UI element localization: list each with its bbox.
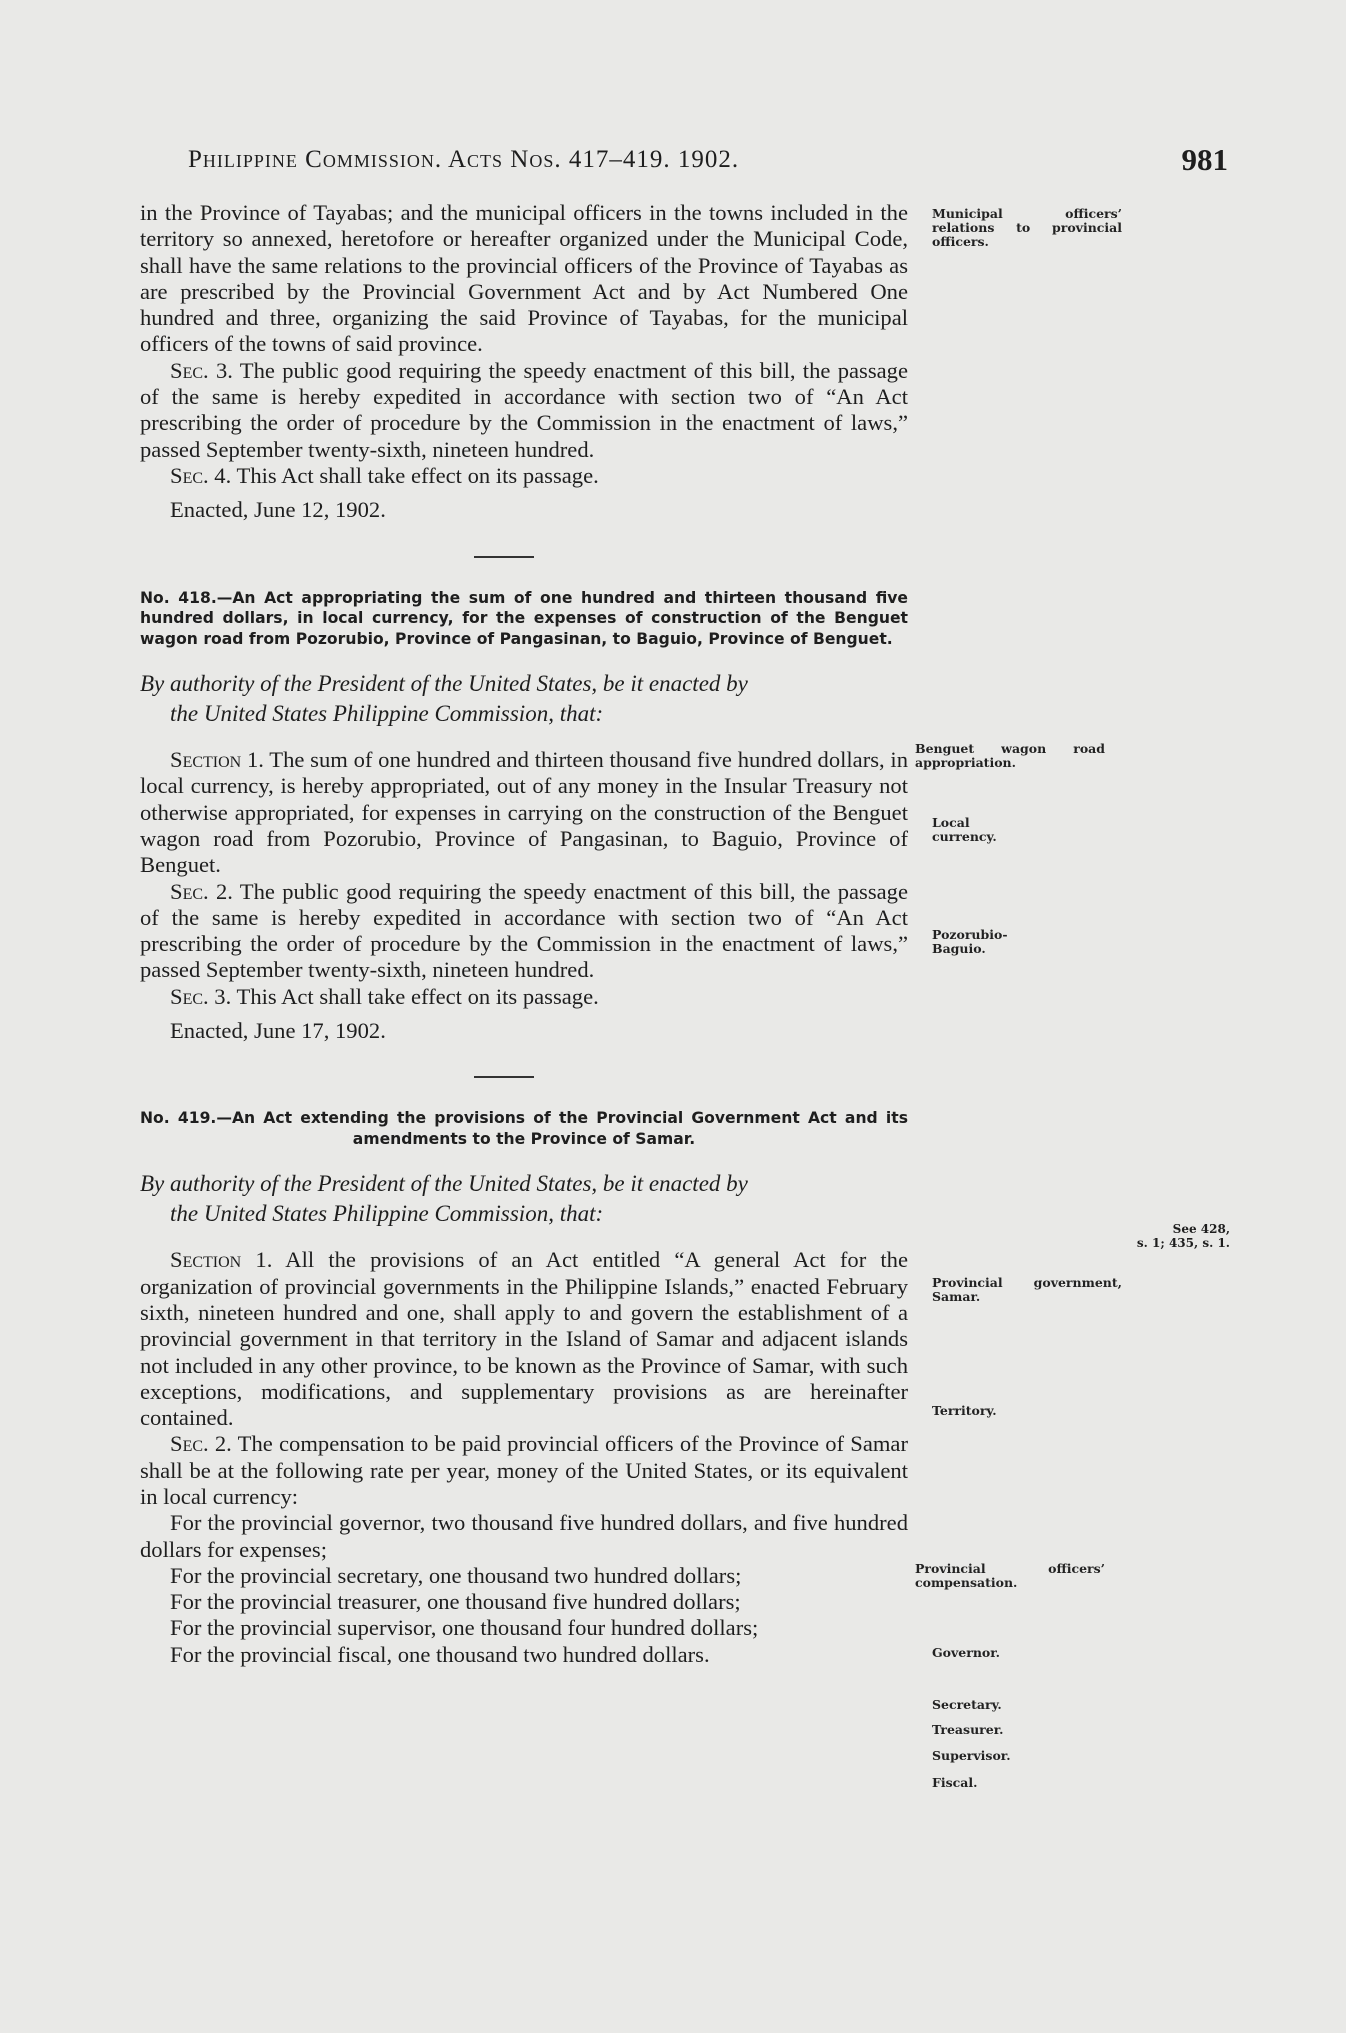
section-label: Sec. 2. — [170, 1431, 232, 1457]
cross-reference-line-1: See 428, — [1172, 1222, 1230, 1236]
margin-note-fiscal: Fiscal. — [932, 1775, 978, 1790]
margin-note-territory: Territory. — [932, 1403, 997, 1418]
act417-sec4 — [140, 463, 908, 489]
section-label: Sec. 3. — [170, 983, 232, 1009]
page-header — [188, 142, 1228, 182]
section-label: Sec. 4. — [170, 462, 232, 488]
margin-note-treasurer: Treasurer. — [932, 1722, 1004, 1737]
act417-enacted: Enacted, June 12, 1902. — [170, 497, 386, 523]
act419-sec1 — [140, 1247, 908, 1431]
act418-enacted: Enacted, June 17, 1902. — [170, 1018, 386, 1044]
margin-note-currency: Local currency. — [932, 815, 997, 844]
cross-reference-note — [1100, 1222, 1230, 1250]
act419-enacting-clause — [140, 1169, 908, 1229]
enacting-line-1: By authority of the President of the United States, be it enacted by — [140, 1171, 748, 1197]
enacting-line-1: By authority of the President of the United States, be it enacted by — [140, 671, 748, 697]
rate-item-governor: For the provincial governor, two thousand five hundred dollars, and five hundred dollars for expenses; — [140, 1510, 908, 1562]
section-divider — [474, 556, 534, 558]
margin-note-pozorubio: Pozorubio-Baguio. — [932, 927, 1008, 956]
margin-note-benguet: Benguet wagon road appropriation. — [915, 741, 1105, 770]
section-text: This Act shall take effect on its passage. — [236, 983, 599, 1009]
rate-item-treasurer: For the provincial treasurer, one thousand five hundred dollars; — [170, 1589, 741, 1615]
section-text: The sum of one hundred and thirteen thousand five hundred dollars, in local currency, is hereby appropriated, out of any money in the Insular Treasury not otherwise appropriated, for expenses in carrying on the construction of the Benguet wagon road from Pozorubio, Province of Pangasinan, to Baguio, Province of Benguet. — [140, 747, 908, 878]
margin-note-compensation: Provincial officers’ compensation. — [915, 1561, 1105, 1590]
section-label: Section 1. — [170, 747, 264, 773]
act418-title: No. 418.—An Act appropriating the sum of one hundred and thirteen thousand five hundred dollars, in local currency, for the expenses of construction of the Benguet wagon road from Pozorubio, Province of Pangasinan, to Baguio, Province of Benguet. — [140, 588, 908, 648]
rate-item-fiscal: For the provincial fiscal, one thousand two hundred dollars. — [170, 1641, 710, 1667]
rate-item-supervisor: For the provincial supervisor, one thousand four hundred dollars; — [170, 1615, 759, 1641]
enacting-line-2: the United States Philippine Commission, that: — [170, 701, 604, 727]
margin-note-governor: Governor. — [932, 1645, 1001, 1660]
margin-note-secretary: Secretary. — [932, 1697, 1002, 1712]
section-label: Sec. 2. — [170, 878, 233, 904]
section-label: Sec. 3. — [170, 357, 233, 383]
section-text: The public good requiring the speedy enactment of this bill, the passage of the same is hereby expedited in accordance with section two of “An Act prescribing the order of procedure by the Commission in the enactment of laws,” passed September twenty-sixth, nineteen hundred. — [140, 878, 908, 983]
cross-reference-line-2: s. 1; 435, s. 1. — [1136, 1236, 1230, 1250]
margin-note-municipal: Municipal officers’ relations to provincial officers. — [932, 206, 1122, 249]
act419-title: No. 419.—An Act extending the provisions of the Provincial Government Act and its amendments to the Province of Samar. — [140, 1109, 908, 1148]
rate-item-secretary: For the provincial secretary, one thousand two hundred dollars; — [170, 1562, 742, 1588]
page-body — [140, 200, 908, 1668]
act418-sec2 — [140, 879, 908, 984]
page-number: 981 — [1181, 142, 1228, 177]
section-divider — [474, 1076, 534, 1078]
margin-note-provincial-government: Provincial government, Samar. — [932, 1275, 1122, 1304]
running-title: Philippine Commission. Acts Nos. 417–419. 1902. — [188, 146, 740, 173]
act419-sec2 — [140, 1431, 908, 1510]
section-text: The compensation to be paid provincial officers of the Province of Samar shall be at the following rate per year, money of the United States, or its equivalent in local currency: — [140, 1431, 908, 1509]
section-label: Section 1. — [170, 1247, 273, 1273]
act417-sec3 — [140, 358, 908, 463]
act418-enacting-clause — [140, 669, 908, 729]
margin-note-supervisor: Supervisor. — [932, 1748, 1011, 1763]
enacting-line-2: the United States Philippine Commission, that: — [170, 1201, 604, 1227]
section-text: The public good requiring the speedy enactment of this bill, the passage of the same is hereby expedited in accordance with section two of “An Act prescribing the order of procedure by the Commission in the enactment of laws,” passed September twenty-sixth, nineteen hundred. — [140, 357, 908, 462]
act418-sec3 — [140, 984, 908, 1010]
section-text: This Act shall take effect on its passage. — [236, 462, 599, 488]
act417-paragraph: in the Province of Tayabas; and the municipal officers in the towns included in the territory so annexed, heretofore or hereafter organized under the Municipal Code, shall have the same relations to the provincial officers of the Province of Tayabas as are prescribed by the Provincial Government Act and by Act Numbered One hundred and three, organizing the said Province of Tayabas, for the municipal officers of the towns of said province. — [140, 200, 908, 357]
section-text: All the provisions of an Act entitled “A general Act for the organization of provincial governments in the Philippine Islands,” enacted February sixth, nineteen hundred and one, shall apply to and govern the establishment of a provincial government in that territory in the Island of Samar and adjacent islands not included in any other province, to be known as the Province of Samar, with such exceptions, modifications, and supplementary provisions as are hereinafter contained. — [140, 1247, 908, 1431]
act418-sec1 — [140, 747, 908, 878]
